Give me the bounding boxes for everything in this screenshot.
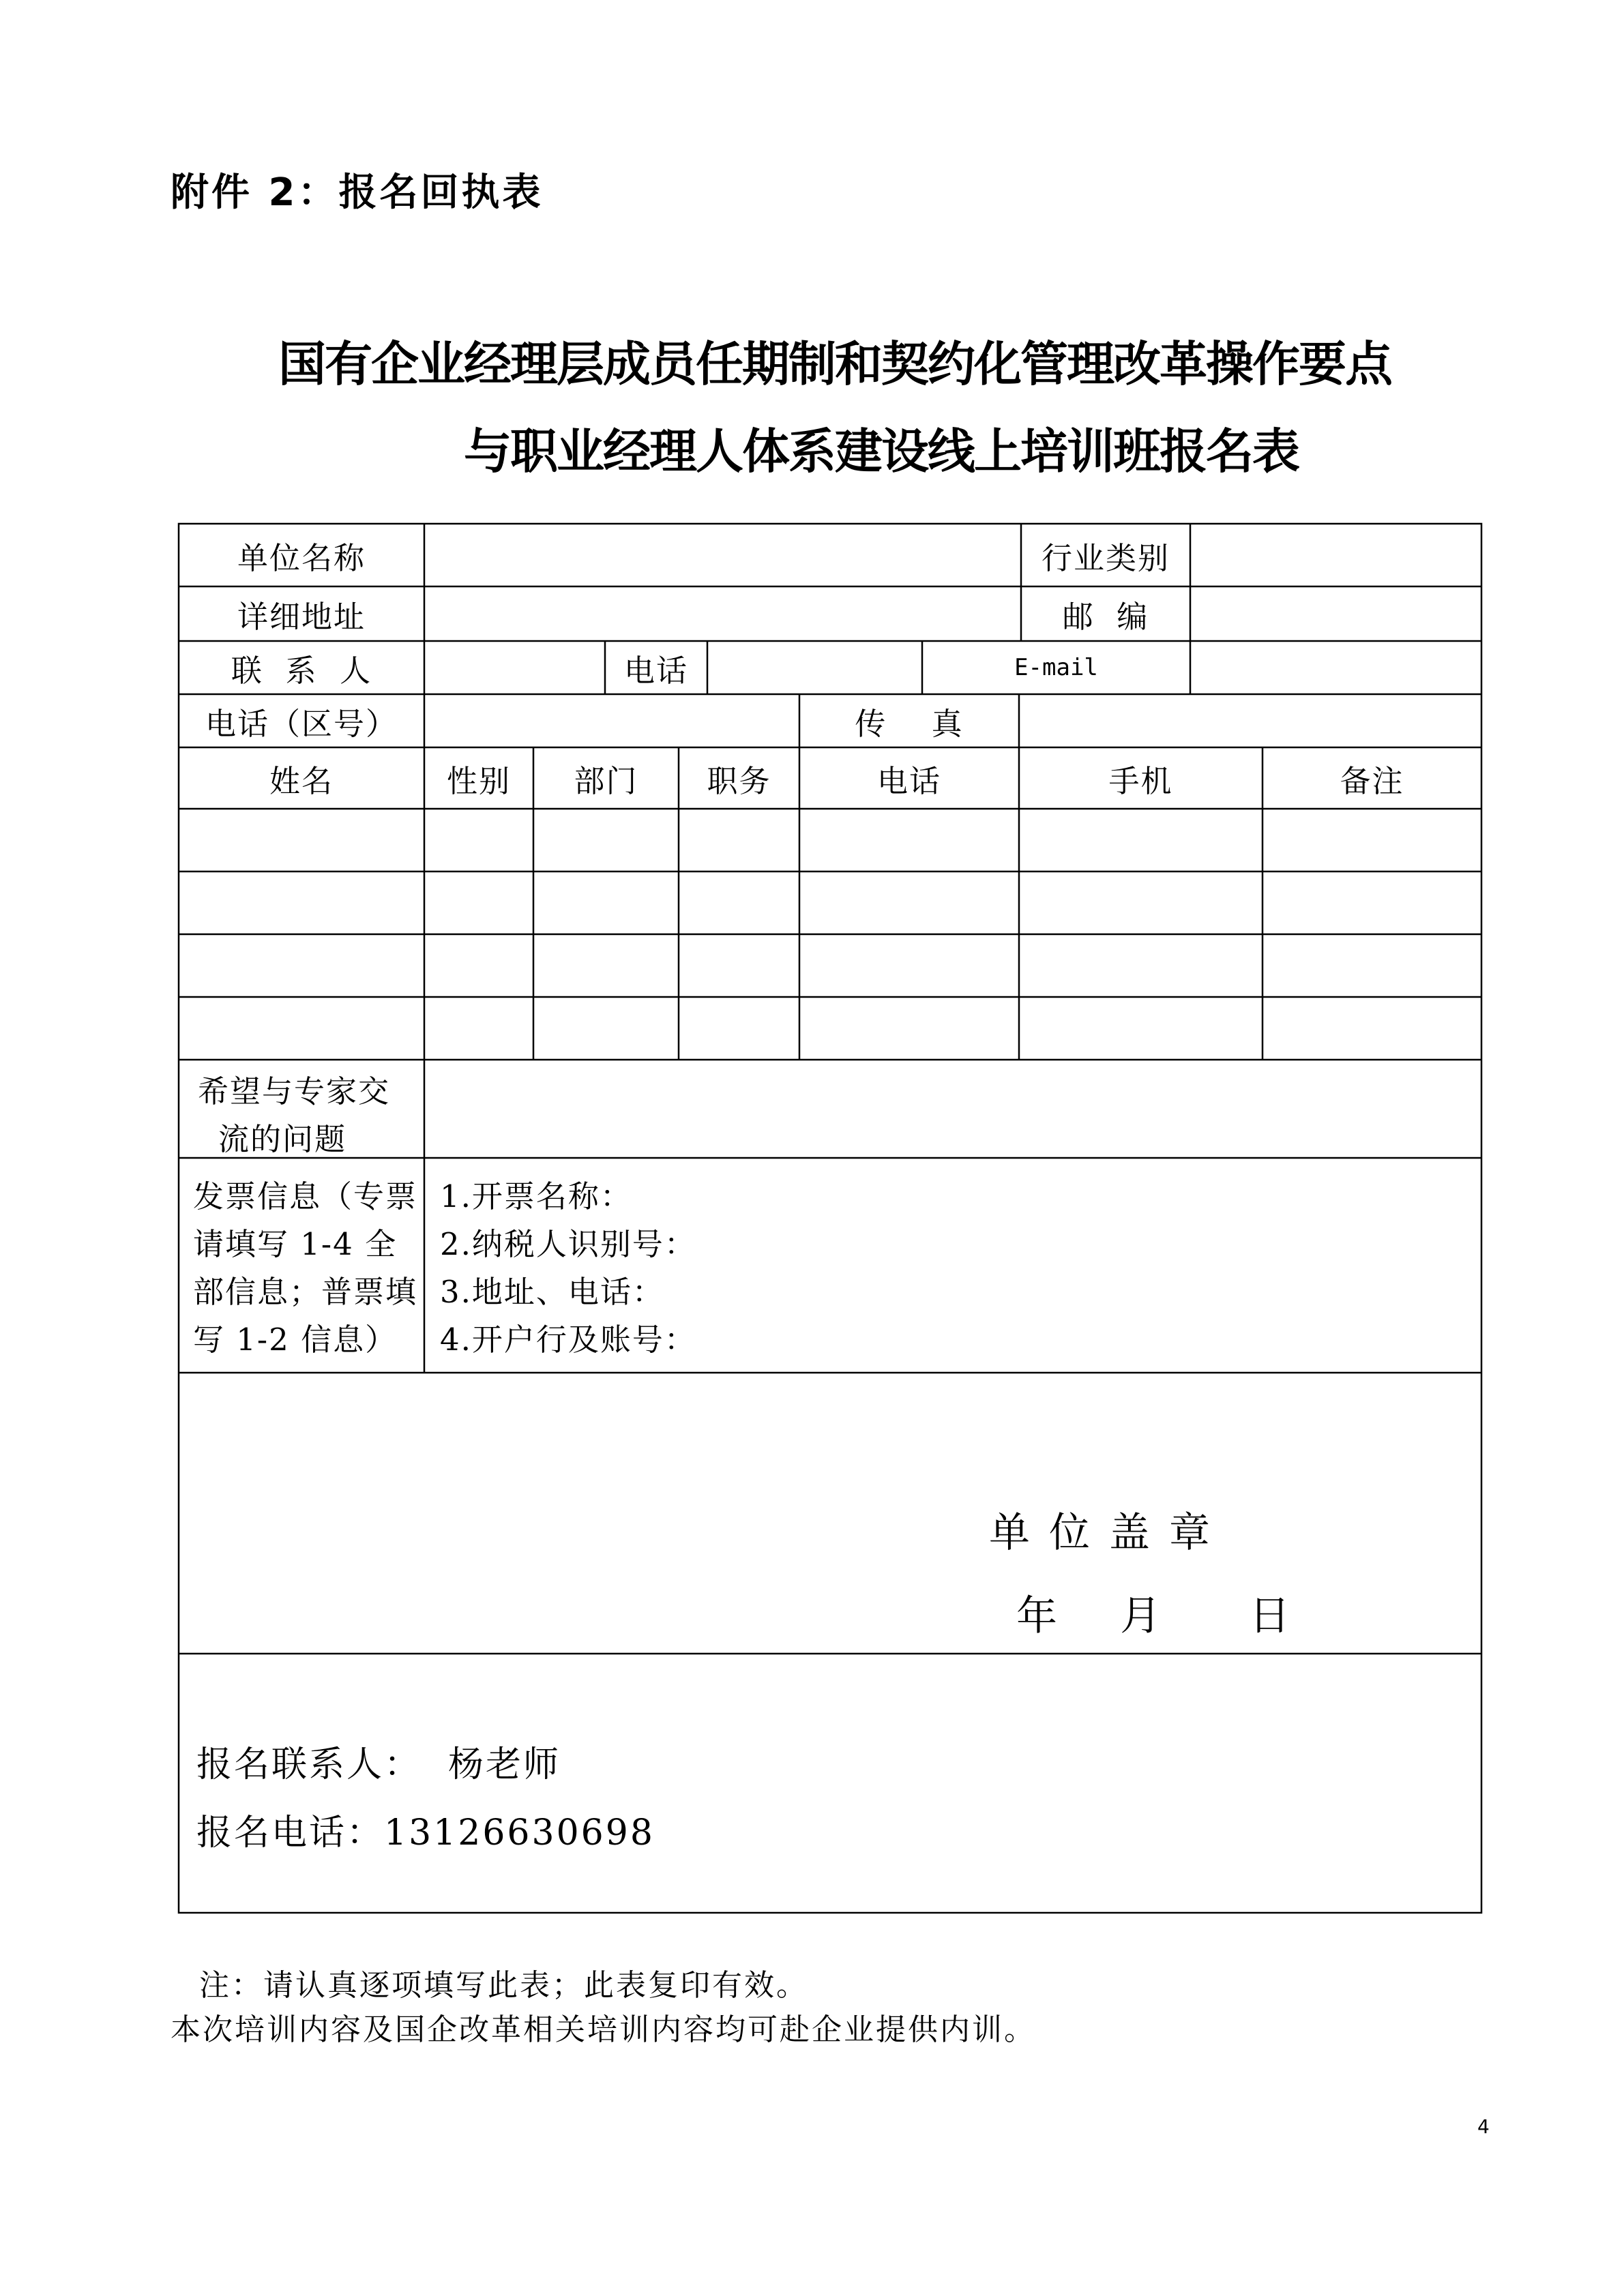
invoice-label-line-1: 发票信息（专票 [193, 1178, 418, 1214]
industry-label: 行业类别 [1041, 539, 1170, 576]
attendee-row[interactable] [179, 871, 1481, 934]
attachment-label: 附件 2：报名回执表 [171, 170, 544, 215]
note-line-1: 注：请认真逐项填写此表；此表复印有效。 [199, 1968, 808, 2003]
attendee-row[interactable] [179, 934, 1481, 997]
column-header-position: 职务 [707, 762, 771, 799]
form-title-line-1: 国有企业经理层成员任期制和契约化管理改革操作要点 [278, 336, 1391, 392]
invoice-items[interactable] [440, 1173, 696, 1364]
column-header-phone: 电话 [876, 762, 941, 799]
column-header-gender: 性别 [446, 762, 511, 799]
email-label: E-mail [1014, 654, 1098, 681]
invoice-label-line-2: 请填写 1-4 全 [193, 1226, 398, 1262]
invoice-label-line-3: 部信息；普票填 [193, 1274, 418, 1310]
org-name-field[interactable] [424, 524, 1021, 586]
attendee-row[interactable] [179, 997, 1481, 1060]
postcode-field[interactable] [1190, 586, 1481, 641]
questions-label-line-1: 希望与专家交 [198, 1073, 391, 1109]
org-name-label: 单位名称 [237, 539, 366, 576]
note-line-2: 本次培训内容及国企改革相关培训内容均可赴企业提供内训。 [171, 2012, 1036, 2047]
column-header-mobile: 手机 [1108, 762, 1173, 799]
questions-label [198, 1068, 390, 1163]
invoice-item-bank-account: 4.开户行及账号： [440, 1322, 696, 1358]
fax-label: 传 真 [855, 705, 964, 742]
registration-contact-person: 报名联系人： 杨老师 [196, 1744, 561, 1785]
questions-field[interactable] [424, 1060, 1481, 1158]
column-header-remarks: 备注 [1340, 762, 1404, 799]
industry-field[interactable] [1190, 524, 1481, 586]
form-title-line-2: 与职业经理人体系建设线上培训班报名表 [464, 423, 1299, 479]
column-header-department: 部门 [574, 762, 638, 799]
postcode-label: 邮 编 [1062, 598, 1149, 635]
fax-field[interactable] [1019, 694, 1481, 747]
seal-label: 单位盖章 [989, 1509, 1229, 1557]
phone-field[interactable] [707, 641, 922, 694]
invoice-item-name: 1.开票名称： [440, 1178, 632, 1214]
email-field[interactable] [1190, 641, 1481, 694]
invoice-item-address-phone: 3.地址、电话： [440, 1274, 664, 1310]
invoice-item-tax-id: 2.纳税人识别号： [440, 1226, 696, 1262]
invoice-label [193, 1173, 417, 1364]
page-number: 4 [1477, 2115, 1490, 2138]
date-label: 年 月 日 [1016, 1592, 1303, 1640]
registration-phone: 报名电话：13126630698 [196, 1813, 655, 1853]
contact-person-label: 联 系 人 [231, 652, 372, 689]
column-header-name: 姓名 [269, 762, 334, 799]
invoice-label-line-4: 写 1-2 信息） [193, 1322, 398, 1358]
address-field[interactable] [424, 586, 1021, 641]
questions-label-line-2: 流的问题 [218, 1121, 347, 1157]
phone-label: 电话 [623, 652, 688, 689]
phone-area-label: 电话（区号） [205, 705, 398, 742]
address-label: 详细地址 [237, 598, 366, 635]
phone-area-field[interactable] [424, 694, 799, 747]
contact-person-field[interactable] [424, 641, 605, 694]
attendee-row[interactable] [179, 809, 1481, 871]
